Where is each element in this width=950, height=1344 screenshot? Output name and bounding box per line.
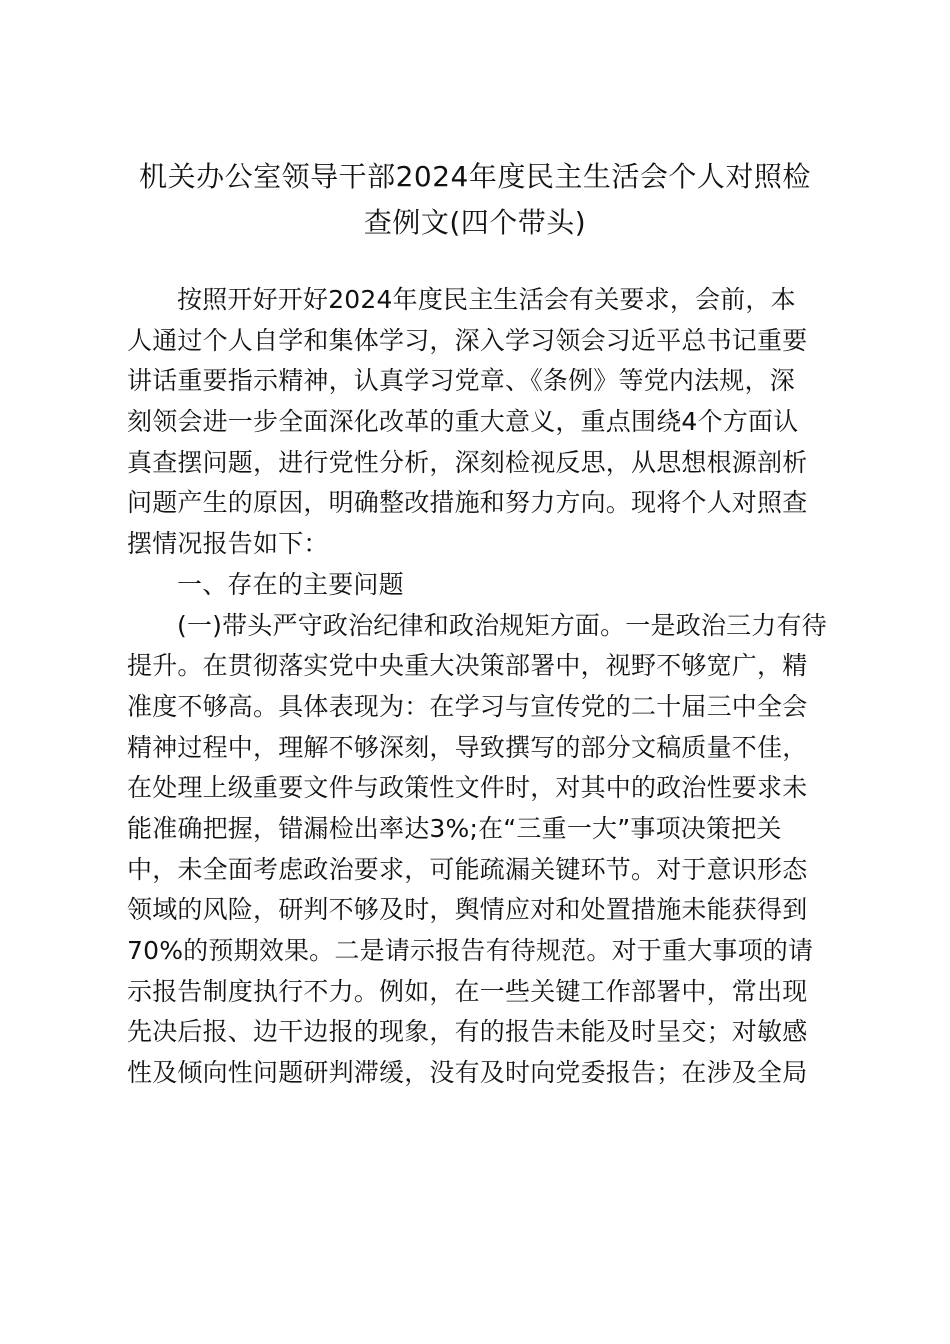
paragraph-section-1-line: 提升。在贯彻落实党中央重大决策部署中，视野不够宽广，精 (127, 651, 808, 681)
title-line-2: 查例文(四个带头) (363, 206, 587, 239)
paragraph-intro-line: 按照开好开好2024年度民主生活会有关要求，会前，本 (177, 285, 796, 314)
section-heading: 一、存在的主要问题 (177, 569, 404, 599)
paragraph-section-1-line: 领域的风险，研判不够及时，舆情应对和处置措施未能获得到 (127, 895, 808, 925)
paragraph-intro-line: 问题产生的原因，明确整改措施和努力方向。现将个人对照查 (127, 488, 808, 518)
paragraph-intro-line: 人通过个人自学和集体学习，深入学习领会习近平总书记重要 (127, 325, 808, 355)
paragraph-section-1-line: 精神过程中，理解不够深刻，导致撰写的部分文稿质量不佳， (127, 732, 808, 762)
paragraph-section-1-line: 70%的预期效果。二是请示报告有待规范。对于重大事项的请 (127, 936, 814, 965)
paragraph-section-1-line: 示报告制度执行不力。例如，在一些关键工作部署中，常出现 (127, 976, 808, 1006)
paragraph-section-1-line: (一)带头严守政治纪律和政治规矩方面。一是政治三力有待 (177, 610, 827, 640)
paragraph-section-1-line: 中，未全面考虑政治要求，可能疏漏关键环节。对于意识形态 (127, 854, 808, 884)
paragraph-section-1-line: 性及倾向性问题研判滞缓，没有及时向党委报告；在涉及全局 (127, 1058, 808, 1088)
paragraph-section-1-line: 在处理上级重要文件与政策性文件时，对其中的政治性要求未 (127, 773, 808, 803)
paragraph-intro-line: 摆情况报告如下： (127, 529, 329, 559)
paragraph-intro-line: 刻领会进一步全面深化改革的重大意义，重点围绕4个方面认 (127, 407, 799, 437)
document-body (127, 280, 827, 1094)
title-line-1: 机关办公室领导干部2024年度民主生活会个人对照检 (139, 160, 811, 193)
paragraph-section-1-line: 能准确把握，错漏检出率达3%;在“三重一大”事项决策把关 (127, 813, 782, 843)
paragraph-section-1-line: 准度不够高。具体表现为：在学习与宣传党的二十届三中全会 (127, 691, 808, 721)
paragraph-intro-line: 讲话重要指示精神，认真学习党章、《条例》等党内法规，深 (127, 366, 795, 396)
document-title (120, 154, 830, 246)
paragraph-section-1-line: 先决后报、边干边报的现象，有的报告未能及时呈交；对敏感 (127, 1017, 808, 1047)
paragraph-intro-line: 真查摆问题，进行党性分析，深刻检视反思，从思想根源剖析 (127, 447, 808, 477)
